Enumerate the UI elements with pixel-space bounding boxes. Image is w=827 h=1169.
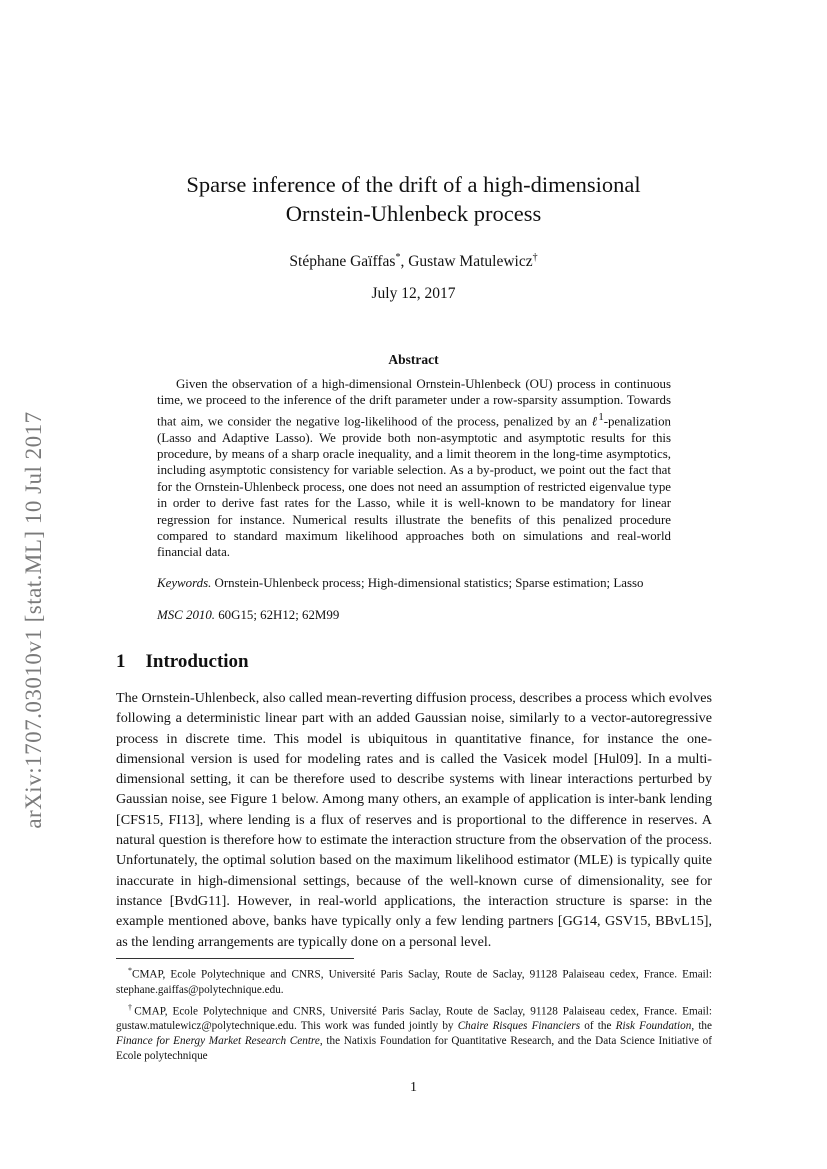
footnote-2-mark: † bbox=[128, 1002, 135, 1012]
arxiv-identifier: arXiv:1707.03010v1 [stat.ML] 10 Jul 2017 bbox=[21, 411, 46, 829]
footnote-1-text: CMAP, Ecole Polytechnique and CNRS, Université Paris Saclay, Route de Saclay, 91128 Palaiseau cedex, France. Email: stephane.gaiffas@polytechnique.edu. bbox=[116, 968, 712, 996]
footnote-2 bbox=[116, 1000, 712, 1065]
paper-date: July 12, 2017 bbox=[371, 285, 456, 302]
abstract-heading: Abstract bbox=[388, 352, 439, 367]
section-heading-introduction bbox=[116, 651, 249, 673]
footnote-1-mark: * bbox=[128, 966, 132, 975]
section-number: 1 bbox=[116, 651, 126, 672]
author-name-1: Stéphane Gaïffas bbox=[289, 253, 396, 271]
section-title: Introduction bbox=[145, 651, 249, 672]
footnote-2-italic-1: Chaire Risques Financiers bbox=[457, 1020, 581, 1033]
msc-label: MSC 2010. bbox=[157, 608, 216, 622]
footnote-rule bbox=[116, 958, 354, 959]
author-list bbox=[110, 252, 717, 271]
footnote-2-text-4: , the Natixis Foundation for Quantitative Research, and the Data Science Initiative of Ecole polytechnique bbox=[116, 1035, 712, 1063]
introduction-paragraph: The Ornstein-Uhlenbeck, also called mean-reverting diffusion process, describes a process which evolves following a deterministic linear part with an added Gaussian noise, similarly to a vector-autoregressive process in discrete time. This model is ubiquitous in quantitative finance, for instance the one-dimensional version is used for modeling rates and is called the Vasicek model [Hul09]. In a multi-dimensional setting, it can be therefore used to describe systems with linear interactions perturbed by Gaussian noise, see Figure 1 below. Among many others, an example of application is inter-bank lending [CFS15, FI13], where lending is a flux of reserves and is proportional to the difference in reserves. A natural question is therefore how to estimate the interaction structure from the observation of the process. Unfortunately, the optimal solution based on the maximum likelihood estimator (MLE) is typically quite inaccurate in high-dimensional settings, because of the well-known curse of dimensionality, see for instance [BvdG11]. However, in real-world applications, the interaction structure is sparse: in the example mentioned above, banks have typically only a few lending partners [GG14, GSV15, BBvL15], as the lending arrangements are typically done on a personal level. bbox=[116, 690, 712, 950]
footnote-mark-1[interactable]: * bbox=[395, 252, 401, 263]
abstract-text bbox=[157, 376, 671, 561]
footnote-mark-2[interactable]: † bbox=[532, 252, 538, 263]
title-line-1: Sparse inference of the drift of a high-dimensional bbox=[186, 172, 641, 197]
keywords bbox=[157, 575, 687, 591]
abstract-text-part-2: -penalization (Lasso and Adaptive Lasso). We provide both non-asymptotic and asymptotic results for this procedure, by means of a sharp oracle inequality, and a limit theorem in the long-time asymptotics, including asymptotic consistency for variable selection. As a by-product, we point out the fact that for the Ornstein-Uhlenbeck process, one does not need an assumption of restricted eigenvalue type in order to derive fast rates for the Lasso, while it is well-known to be mandatory for linear regression for instance. Numerical results illustrate the benefits of this penalized procedure compared to standard maximum likelihood approaches both on simulations and real-world financial data. bbox=[157, 414, 671, 560]
keywords-text: Ornstein-Uhlenbeck process; High-dimensional statistics; Sparse estimation; Lasso bbox=[211, 576, 644, 590]
footnote-1 bbox=[116, 963, 712, 998]
footnote-2-italic-2: Risk Foundation bbox=[615, 1020, 692, 1033]
ell-symbol: ℓ bbox=[591, 414, 599, 429]
paper-title bbox=[110, 170, 717, 228]
footnote-2-text-2: of the bbox=[580, 1020, 616, 1033]
title-line-2: Ornstein-Uhlenbeck process bbox=[285, 201, 542, 226]
footnote-2-text-1: CMAP, Ecole Polytechnique and CNRS, Université Paris Saclay, Route de Saclay, 91128 Palaiseau cedex, France. Email: gustaw.matulewicz@polytechnique.edu. This work was funded jointly by bbox=[116, 1005, 713, 1033]
keywords-label: Keywords. bbox=[157, 576, 212, 590]
msc-classification bbox=[157, 607, 687, 623]
page-number: 1 bbox=[410, 1080, 417, 1095]
abstract-text-part-1: Given the observation of a high-dimensional Ornstein-Uhlenbeck (OU) process in continuous time, we proceed to the inference of the drift parameter under a row-sparsity assumption. Towards that aim, we consider the negative log-likelihood of the process, penalized by an bbox=[157, 377, 671, 429]
footnote-2-italic-3: Finance for Energy Market Research Centre bbox=[116, 1035, 320, 1048]
msc-text: 60G15; 62H12; 62M99 bbox=[215, 608, 340, 622]
author-separator: , bbox=[400, 253, 409, 271]
footnote-2-text-3: , the bbox=[691, 1020, 712, 1033]
arxiv-sidebar-stamp bbox=[14, 365, 54, 875]
ell-superscript: 1 bbox=[598, 410, 604, 423]
author-name-2: Gustaw Matulewicz bbox=[408, 253, 533, 271]
footnotes bbox=[116, 963, 712, 1066]
